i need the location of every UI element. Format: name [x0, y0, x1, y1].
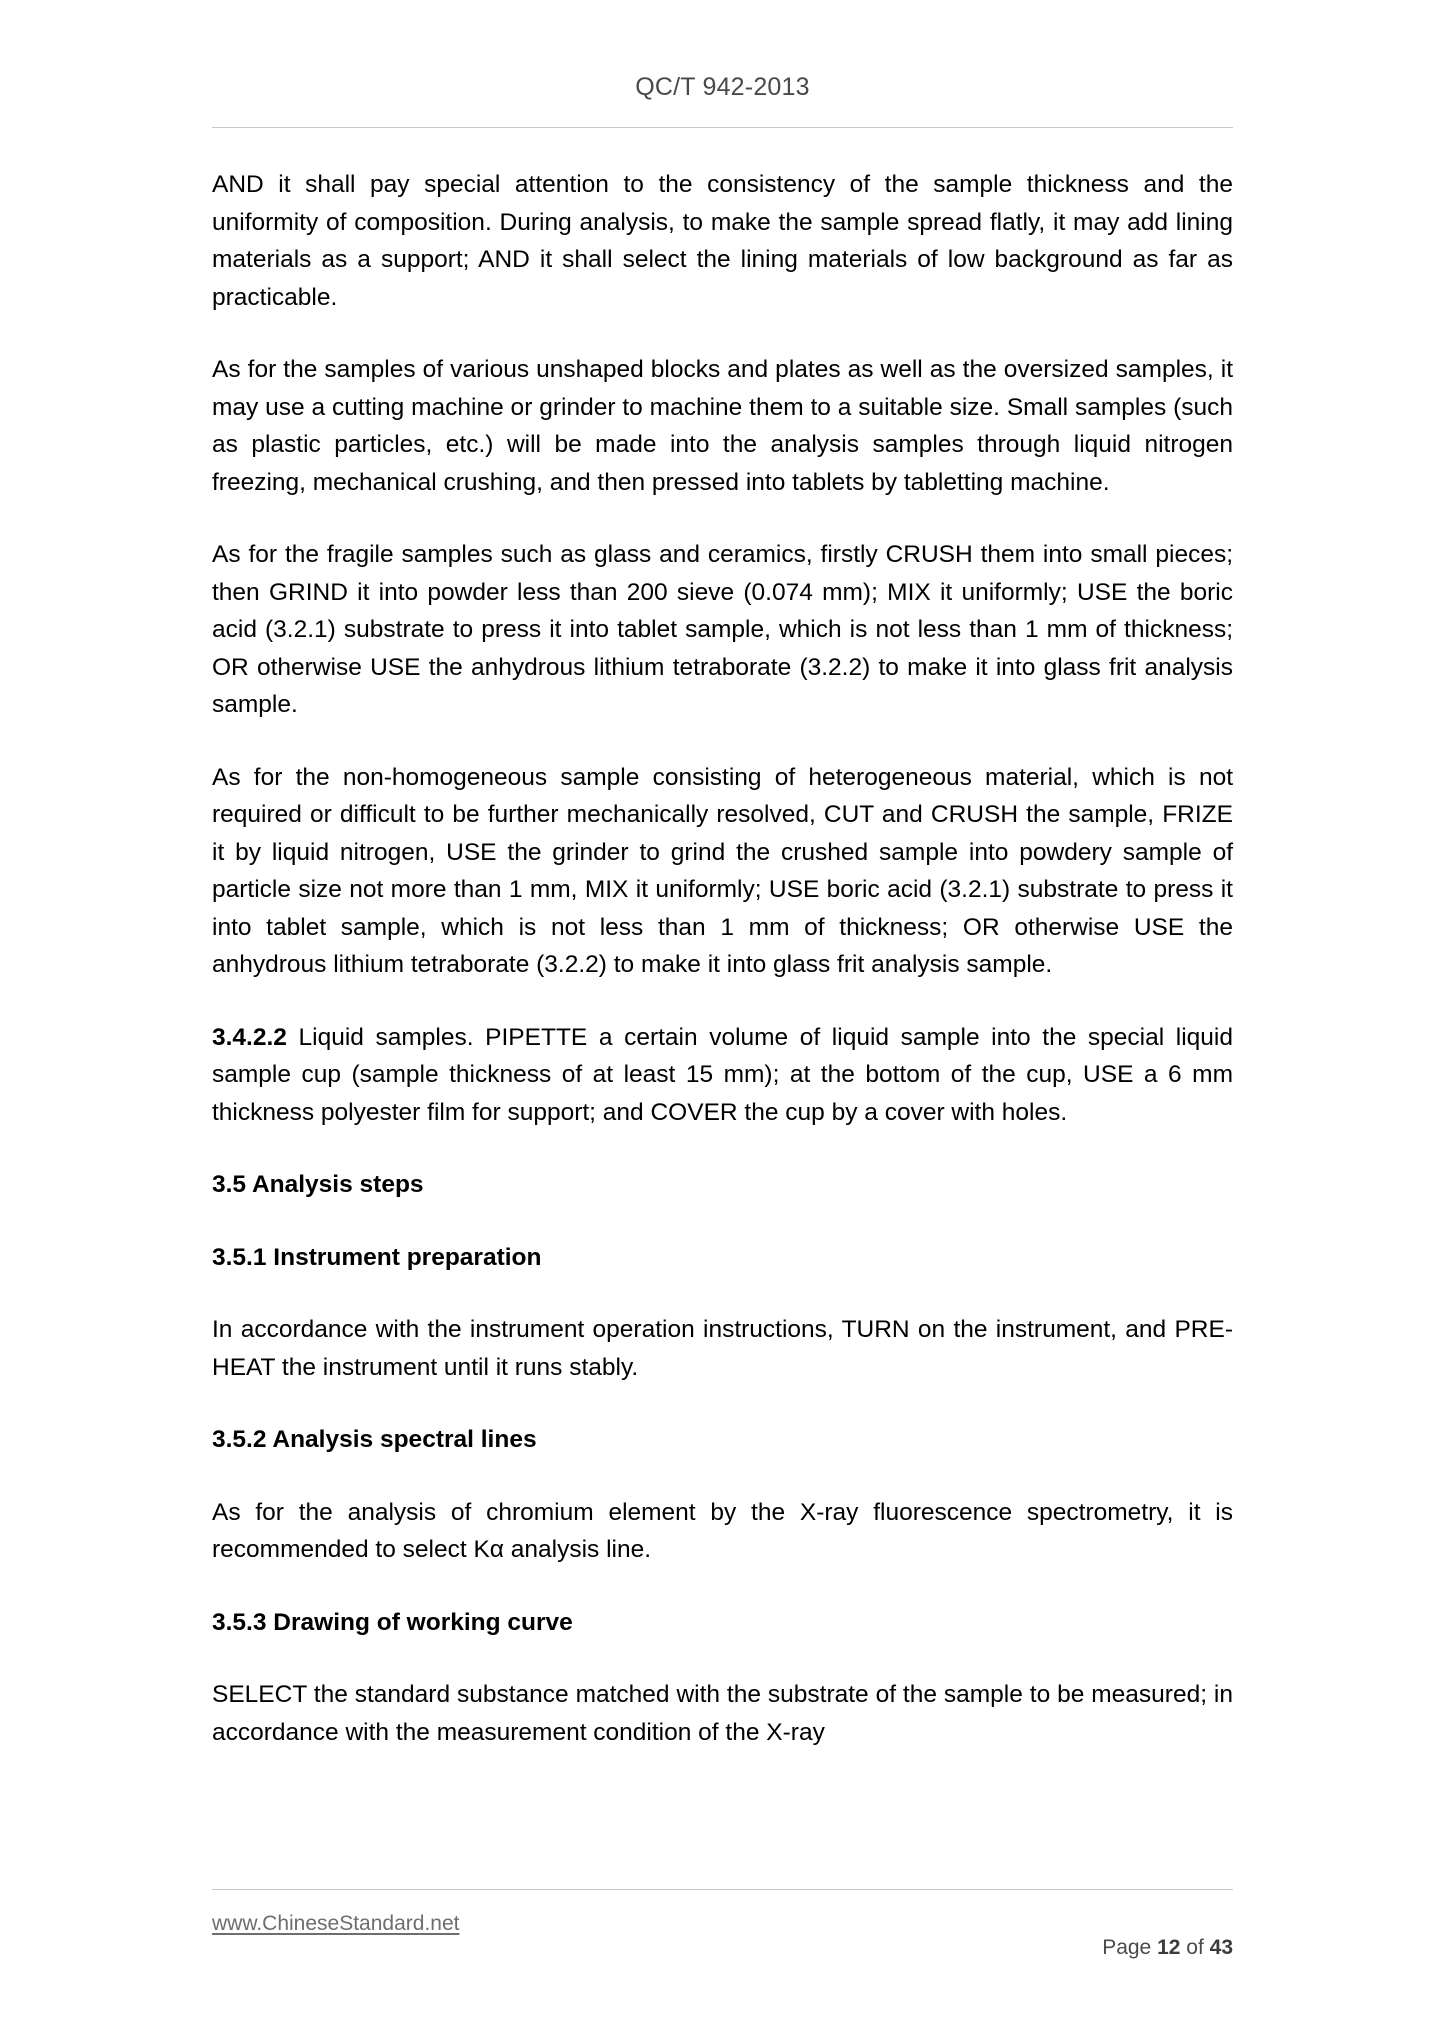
heading-analysis-steps: 3.5 Analysis steps	[212, 1171, 424, 1198]
footer-row	[212, 1912, 1233, 1984]
paragraph-non-homogeneous-sample: As for the non-homogeneous sample consisting of heterogeneous material, which is not required or difficult to be further mechanically resolved, CUT and CRUSH the sample, FRIZE it by liquid nitrogen, USE the grinder to grind the crushed sample into powdery sample of particle size not more than 1 mm, MIX it uniformly; USE boric acid (3.2.1) substrate to press it into tablet sample, which is not less than 1 mm of thickness; OR otherwise USE the anhydrous lithium tetraborate (3.2.2) to make it into glass frit analysis sample.	[212, 763, 1233, 978]
paragraph-unshaped-blocks: As for the samples of various unshaped blocks and plates as well as the oversized samples, it may use a cutting machine or grinder to machine them to a suitable size. Small samples (such as plastic particles, etc.) will be made into the analysis samples through liquid nitrogen freezing, mechanical crushing, and then pressed into tablets by tabletting machine.	[212, 356, 1233, 496]
paragraph-instrument-preparation-body: In accordance with the instrument operation instructions, TURN on the instrument, and PRE-HEAT the instrument until it runs stably.	[212, 1316, 1233, 1381]
heading-instrument-preparation: 3.5.1 Instrument preparation	[212, 1243, 542, 1271]
standard-code-title: QC/T 942-2013	[635, 73, 810, 101]
of-label: of	[1186, 1936, 1204, 1959]
paragraph-working-curve-body: SELECT the standard substance matched with the substrate of the sample to be measured; in accordance with the measurement condition of the X-ray	[212, 1681, 1233, 1746]
section-number: 3.4.2.2	[212, 1023, 287, 1051]
footer-divider	[212, 1889, 1233, 1890]
current-page-number: 12	[1157, 1936, 1181, 1959]
page-footer	[0, 1889, 1445, 1984]
total-page-count: 43	[1209, 1936, 1233, 1959]
paragraph-liquid-samples	[212, 1019, 1233, 1132]
paragraph-sample-thickness: AND it shall pay special attention to the consistency of the sample thickness and the uniformity of composition. During analysis, to make the sample spread flatly, it may add lining materials as a support; AND it shall select the lining materials of low background as far as practicable.	[212, 171, 1233, 311]
paragraph-spectral-lines-body: As for the analysis of chromium element by the X-ray fluorescence spectrometry, it is recommended to select Kα analysis line.	[212, 1498, 1233, 1563]
section-body-text: Liquid samples. PIPETTE a certain volume of liquid sample into the special liquid sample cup (sample thickness of at least 15 mm); at the bottom of the cup, USE a 6 mm thickness polyester film for support; and COVER the cup by a cover with holes.	[212, 1023, 1233, 1126]
page-label: Page	[1102, 1936, 1152, 1959]
paragraph-fragile-samples: As for the fragile samples such as glass and ceramics, firstly CRUSH them into small pieces; then GRIND it into powder less than 200 sieve (0.074 mm); MIX it uniformly; USE the boric acid (3.2.1) substrate to press it into tablet sample, which is not less than 1 mm of thickness; OR otherwise USE the anhydrous lithium tetraborate (3.2.2) to make it into glass frit analysis sample.	[212, 541, 1233, 718]
heading-analysis-spectral-lines: 3.5.2 Analysis spectral lines	[212, 1426, 537, 1453]
page-header	[0, 0, 1445, 128]
page-indicator	[1056, 1912, 1234, 1984]
footer-website-link[interactable]: www.ChineseStandard.net	[212, 1912, 460, 1935]
header-divider	[212, 127, 1233, 128]
document-body	[0, 166, 1445, 1889]
heading-drawing-working-curve: 3.5.3 Drawing of working curve	[212, 1608, 573, 1636]
